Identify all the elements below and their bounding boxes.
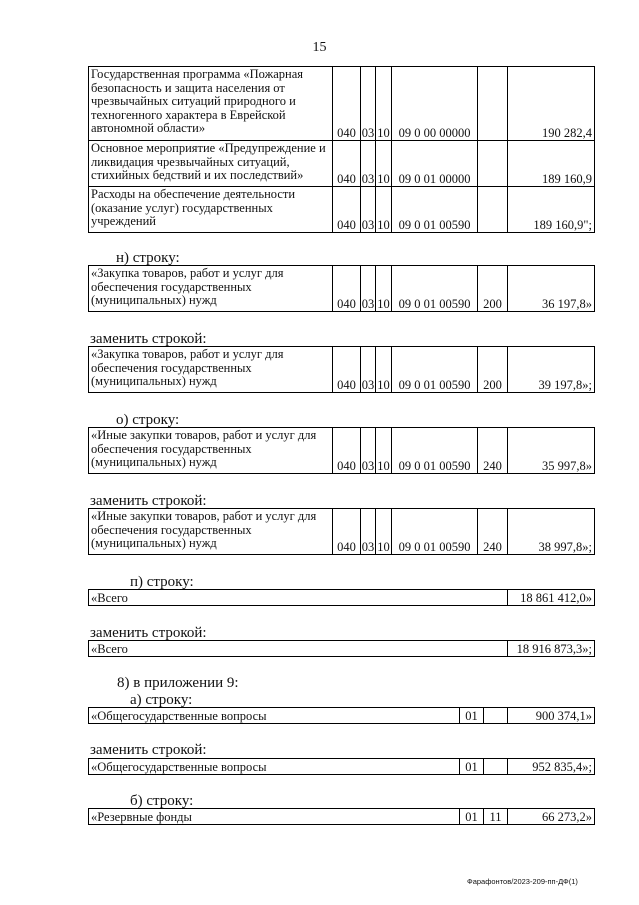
row-name: «Всего (89, 641, 508, 657)
table-row (89, 141, 595, 187)
row-name: «Закупка товаров, работ и услуг для обеспечения государственных (муниципальных) нужд (89, 266, 333, 312)
cell-subsection: 10 (376, 347, 392, 393)
table-p-old (88, 589, 595, 606)
cell-amount: 35 997,8» (508, 428, 595, 474)
table-row (89, 509, 595, 555)
row-name: «Общегосударственные вопросы (89, 708, 460, 724)
section-p-label: п) строку: (130, 574, 194, 590)
table-n-new (88, 346, 595, 393)
cell-type: 200 (478, 347, 508, 393)
table-row (89, 428, 595, 474)
table-row (89, 708, 595, 724)
row-name: Государственная программа «Пожарная безопасность и защита населения от чрезвычайных ситуаций природного и техногенного характера в Еврейской автономной области» (89, 67, 333, 141)
table-row (89, 641, 595, 657)
cell-section: 01 (460, 759, 484, 775)
cell-section: 03 (361, 509, 376, 555)
table-row (89, 809, 595, 825)
cell-ministry: 040 (333, 141, 361, 187)
cell-subsection: 10 (376, 428, 392, 474)
table-row (89, 759, 595, 775)
cell-subsection: 11 (484, 809, 508, 825)
cell-ministry: 040 (333, 187, 361, 233)
row-name: «Всего (89, 590, 508, 606)
section-a-label: а) строку: (130, 692, 193, 708)
cell-type (478, 141, 508, 187)
cell-target: 09 0 01 00590 (392, 266, 478, 312)
cell-section: 03 (361, 141, 376, 187)
table-n-old (88, 265, 595, 312)
replace-label: заменить строкой: (90, 331, 207, 347)
cell-amount: 36 197,8» (508, 266, 595, 312)
table-a-old (88, 707, 595, 724)
table-row (89, 67, 595, 141)
cell-amount: 900 374,1» (508, 708, 595, 724)
cell-section: 03 (361, 347, 376, 393)
cell-section: 03 (361, 428, 376, 474)
cell-section: 01 (460, 809, 484, 825)
cell-ministry: 040 (333, 428, 361, 474)
cell-type: 200 (478, 266, 508, 312)
top-budget-table (88, 66, 595, 233)
table-a-new (88, 758, 595, 775)
cell-target: 09 0 01 00000 (392, 141, 478, 187)
cell-subsection: 10 (376, 67, 392, 141)
cell-section: 03 (361, 67, 376, 141)
section-n-label: н) строку: (116, 250, 180, 266)
cell-subsection: 10 (376, 509, 392, 555)
table-b-old (88, 808, 595, 825)
cell-amount: 39 197,8»; (508, 347, 595, 393)
row-name: «Иные закупки товаров, работ и услуг для обеспечения государственных (муниципальных) нужд (89, 509, 333, 555)
cell-target: 09 0 01 00590 (392, 428, 478, 474)
cell-ministry: 040 (333, 266, 361, 312)
cell-target: 09 0 01 00590 (392, 509, 478, 555)
table-row (89, 590, 595, 606)
annex-label: 8) в приложении 9: (117, 675, 239, 691)
cell-amount: 189 160,9"; (508, 187, 595, 233)
cell-ministry: 040 (333, 67, 361, 141)
cell-target: 09 0 01 00590 (392, 347, 478, 393)
table-o-old (88, 427, 595, 474)
cell-amount: 18 861 412,0» (508, 590, 595, 606)
table-row (89, 187, 595, 233)
cell-type (478, 187, 508, 233)
table-row (89, 347, 595, 393)
cell-section: 03 (361, 266, 376, 312)
cell-subsection (484, 708, 508, 724)
table-row (89, 266, 595, 312)
cell-section: 03 (361, 187, 376, 233)
replace-label: заменить строкой: (90, 742, 207, 758)
cell-subsection: 10 (376, 141, 392, 187)
cell-type: 240 (478, 428, 508, 474)
replace-label: заменить строкой: (90, 625, 207, 641)
row-name: «Иные закупки товаров, работ и услуг для обеспечения государственных (муниципальных) нужд (89, 428, 333, 474)
cell-amount: 190 282,4 (508, 67, 595, 141)
row-name: «Общегосударственные вопросы (89, 759, 460, 775)
cell-target: 09 0 01 00590 (392, 187, 478, 233)
cell-subsection: 10 (376, 266, 392, 312)
section-b-label: б) строку: (130, 793, 194, 809)
cell-amount: 189 160,9 (508, 141, 595, 187)
row-name: Основное мероприятие «Предупреждение и ликвидация чрезвычайных ситуаций, стихийных бедствий и их последствий» (89, 141, 333, 187)
footer-doc-code: Фарафонтов/2023-209-пп-ДФ(1) (467, 877, 578, 886)
cell-ministry: 040 (333, 509, 361, 555)
table-p-new (88, 640, 595, 657)
cell-amount: 66 273,2» (508, 809, 595, 825)
cell-target: 09 0 00 00000 (392, 67, 478, 141)
row-name: «Закупка товаров, работ и услуг для обеспечения государственных (муниципальных) нужд (89, 347, 333, 393)
page-number: 15 (312, 40, 327, 55)
cell-amount: 18 916 873,3»; (508, 641, 595, 657)
row-name: Расходы на обеспечение деятельности (оказание услуг) государственных учреждений (89, 187, 333, 233)
cell-type (478, 67, 508, 141)
cell-type: 240 (478, 509, 508, 555)
cell-ministry: 040 (333, 347, 361, 393)
cell-subsection (484, 759, 508, 775)
cell-section: 01 (460, 708, 484, 724)
section-o-label: о) строку: (116, 412, 180, 428)
row-name: «Резервные фонды (89, 809, 460, 825)
cell-amount: 38 997,8»; (508, 509, 595, 555)
table-o-new (88, 508, 595, 555)
cell-subsection: 10 (376, 187, 392, 233)
cell-amount: 952 835,4»; (508, 759, 595, 775)
replace-label: заменить строкой: (90, 493, 207, 509)
